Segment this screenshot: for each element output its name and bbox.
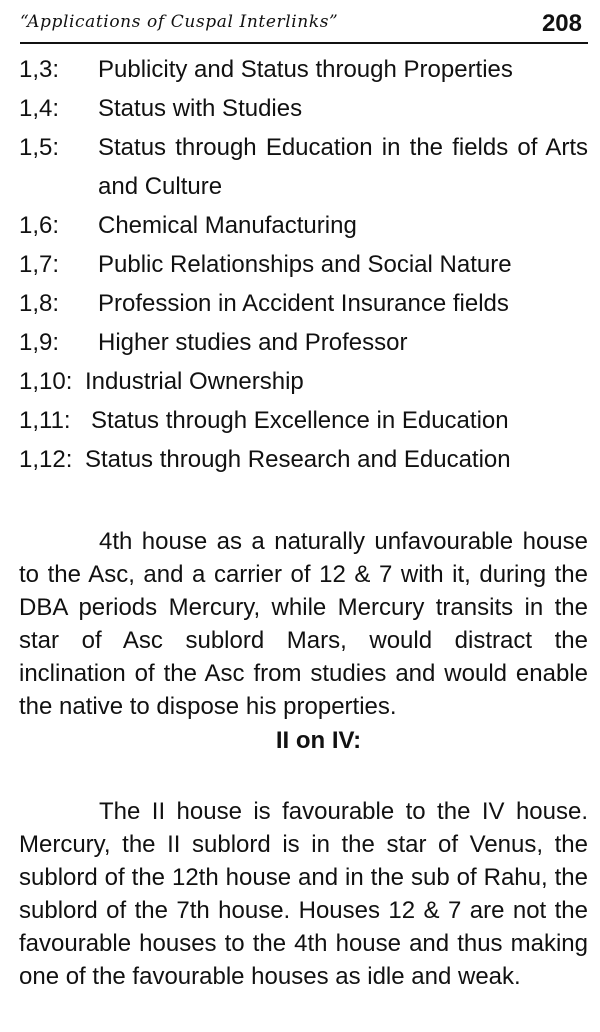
list-item xyxy=(19,206,588,245)
list-item xyxy=(19,245,588,284)
list-item xyxy=(19,323,588,362)
list-item-text: Profession in Accident Insurance fields xyxy=(98,290,509,317)
list-item-number: 1,4: xyxy=(19,95,60,122)
list-item-number: 1,3: xyxy=(19,56,60,83)
list-item-text: Chemical Manufacturing xyxy=(98,212,357,239)
list-item xyxy=(19,284,588,323)
list-item xyxy=(19,50,588,89)
list-item-text: Status with Studies xyxy=(98,95,303,122)
list-item-text: Industrial Ownership xyxy=(85,368,304,395)
house-combination-list xyxy=(19,50,588,479)
list-item xyxy=(19,401,588,440)
list-item-text: Status through Research and Education xyxy=(85,446,511,473)
body-paragraph: 4th house as a naturally unfavourable house to the Asc, and a carrier of 12 & 7 with it, during the DBA periods Mercury, while Mercury transits in the star of Asc sublord Mars, would distract the inclination of the Asc from studies and would enable the native to dispose his properties. xyxy=(19,528,588,720)
section-heading: II on IV: xyxy=(275,727,362,754)
list-item-text: Status through Excellence in Education xyxy=(91,407,509,434)
list-item xyxy=(19,89,588,128)
list-item-number: 1,8: xyxy=(19,290,60,317)
page-body xyxy=(19,50,588,993)
list-item-number: 1,6: xyxy=(19,212,60,239)
running-title: “Applications of Cuspal Interlinks” xyxy=(20,12,339,32)
list-item-text: Status through Education in the fields of Arts and Culture xyxy=(98,134,588,200)
page-header xyxy=(20,8,588,44)
list-item-text: Higher studies and Professor xyxy=(98,329,408,356)
list-item xyxy=(19,440,588,479)
list-item-number: 1,11: xyxy=(19,407,71,434)
list-item-number: 1,5: xyxy=(19,134,60,161)
list-item-number: 1,12: xyxy=(19,446,73,473)
list-item xyxy=(19,128,588,206)
list-item-number: 1,7: xyxy=(19,251,60,278)
list-item-number: 1,9: xyxy=(19,329,60,356)
list-item-text: Public Relationships and Social Nature xyxy=(98,251,512,278)
page-number: 208 xyxy=(541,10,582,37)
body-paragraph: The II house is favourable to the IV house. Mercury, the II sublord is in the star of Venus, the sublord of the 12th house and in the sub of Rahu, the sublord of the 7th house. Houses 12 & 7 are not the favourable houses to the 4th house and thus making one of the favourable houses as idle and weak. xyxy=(19,798,588,990)
list-item-text: Publicity and Status through Properties xyxy=(98,56,513,83)
list-item xyxy=(19,362,588,401)
list-item-number: 1,10: xyxy=(19,368,73,395)
